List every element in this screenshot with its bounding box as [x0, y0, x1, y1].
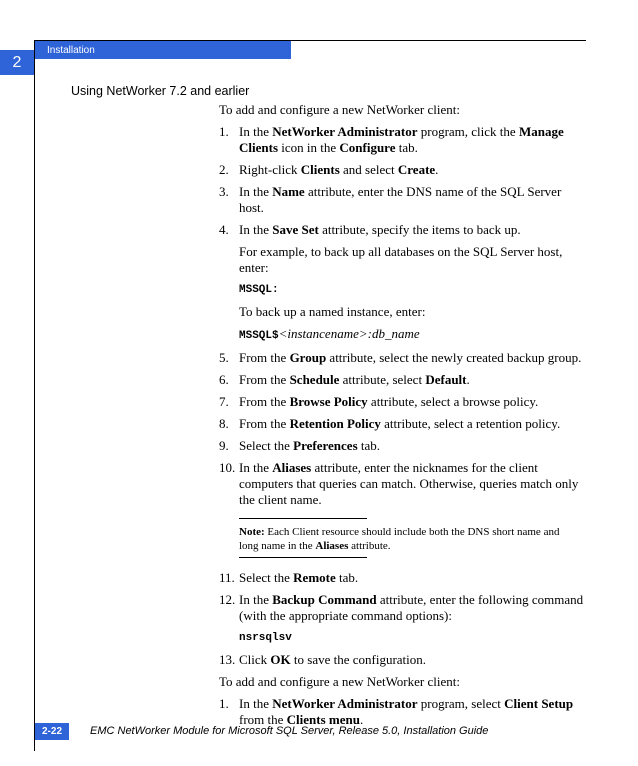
- list-item: 1. In the NetWorker Administrator program, select Client Setup from the Clients menu.: [219, 696, 574, 727]
- footer-title: EMC NetWorker Module for Microsoft SQL Server, Release 5.0, Installation Guide: [90, 725, 489, 737]
- list-item: 11. Select the Remote tab.: [219, 570, 359, 585]
- code-sample: nsrsqlsv: [239, 632, 292, 644]
- step-detail: To back up a named instance, enter:: [239, 304, 426, 319]
- note-box: [239, 518, 579, 558]
- list-item: 6. From the Schedule attribute, select Default.: [219, 372, 470, 387]
- section-header-bar: [35, 41, 291, 59]
- intro-paragraph: To add and configure a new NetWorker client:: [219, 102, 460, 117]
- step-detail: For example, to back up all databases on the SQL Server host, enter:: [239, 244, 563, 275]
- note-bottom-rule: [239, 557, 367, 558]
- note-text: Note: Each Client resource should include both the DNS short name and long name in the Aliases attribute.: [239, 526, 560, 552]
- page-number: 2-22: [35, 723, 69, 740]
- list-item: 4. In the Save Set attribute, specify the items to back up.: [219, 222, 521, 237]
- document-body: [219, 102, 584, 734]
- list-item: 10. In the Aliases attribute, enter the nicknames for the client computers that queries can match. Otherwise, queries match only the client name.: [219, 460, 579, 507]
- intro-paragraph: To add and configure a new NetWorker client:: [219, 674, 460, 689]
- section-heading: Using NetWorker 7.2 and earlier: [71, 84, 250, 98]
- section-label: Installation: [47, 44, 95, 56]
- code-sample: MSSQL$<instancename>:db_name: [239, 326, 420, 342]
- code-sample: MSSQL:: [239, 284, 279, 296]
- list-item: 1. In the NetWorker Administrator program, click the Manage Clients icon in the Configure tab.: [219, 124, 564, 155]
- list-item: 5. From the Group attribute, select the newly created backup group.: [219, 350, 582, 365]
- list-item: 7. From the Browse Policy attribute, select a browse policy.: [219, 394, 539, 409]
- list-item: 3. In the Name attribute, enter the DNS name of the SQL Server host.: [219, 184, 562, 215]
- list-item: 8. From the Retention Policy attribute, select a retention policy.: [219, 416, 561, 431]
- list-item: 9. Select the Preferences tab.: [219, 438, 381, 453]
- list-item: 2. Right-click Clients and select Create.: [219, 162, 439, 177]
- list-item: 13. Click OK to save the configuration.: [219, 652, 427, 667]
- margin-rule: [34, 40, 35, 751]
- chapter-number-tab: 2: [0, 50, 34, 75]
- note-top-rule: [239, 518, 367, 519]
- list-item: 12. In the Backup Command attribute, enter the following command (with the appropriate command options):: [219, 592, 584, 623]
